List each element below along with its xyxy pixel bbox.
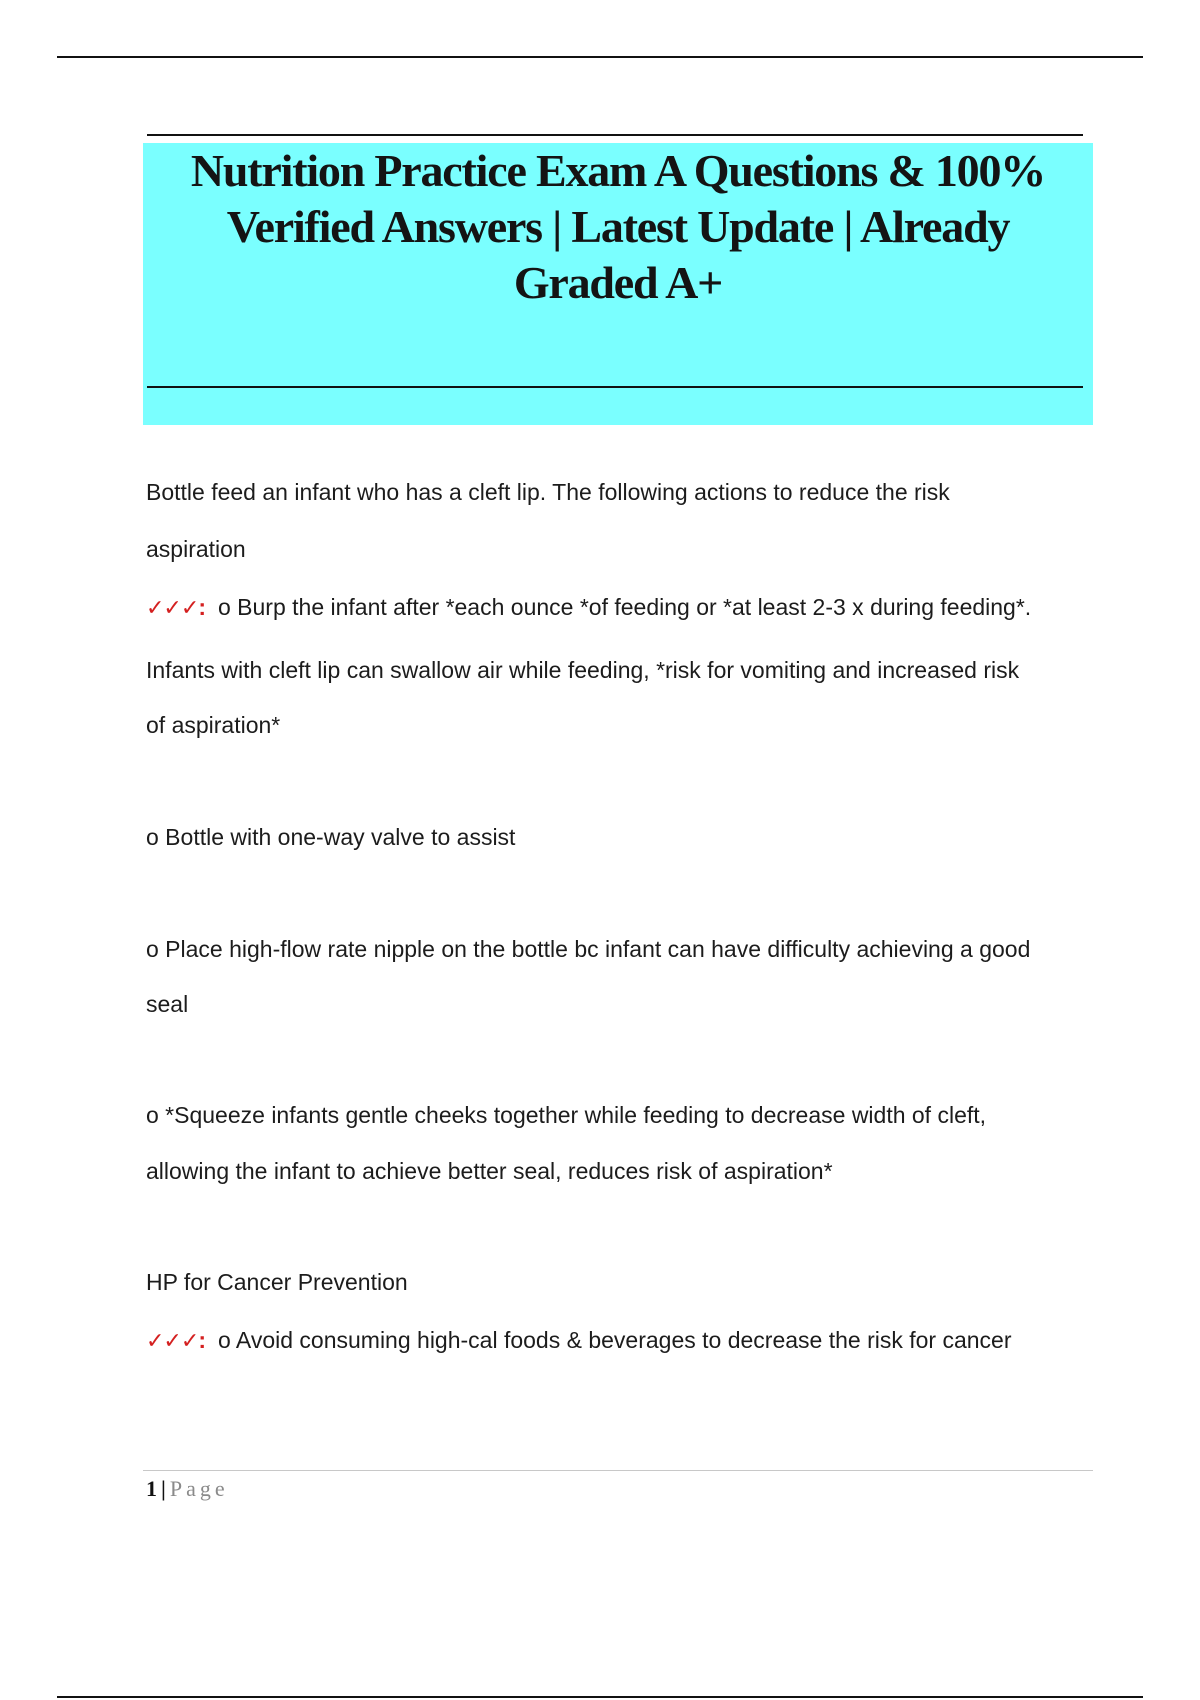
title-line-2: Verified Answers | Latest Update | Already xyxy=(226,201,1010,252)
footer-rule xyxy=(143,1470,1093,1471)
checkmark-icon: ✓✓✓ xyxy=(146,1329,199,1354)
title-top-rule xyxy=(147,134,1083,136)
answer-2-first-line xyxy=(146,1325,1012,1357)
answer-2-text: o Avoid consuming high-cal foods & beverages to decrease the risk for cancer xyxy=(217,1327,1012,1353)
answer-1-line-7: o *Squeeze infants gentle cheeks together while feeding to decrease width of cleft, xyxy=(146,1102,987,1128)
title-line-1: Nutrition Practice Exam A Questions & 100% xyxy=(190,145,1046,196)
answer-1-line-8: allowing the infant to achieve better seal, reduces risk of aspiration* xyxy=(146,1158,833,1184)
title-line-3: Graded A+ xyxy=(513,257,723,308)
footer-separator: | xyxy=(161,1476,166,1501)
question-2-line-1: HP for Cancer Prevention xyxy=(146,1269,408,1295)
page-bottom-rule xyxy=(57,1696,1143,1698)
checkmark-colon: : xyxy=(198,594,206,620)
question-1-line-1: Bottle feed an infant who has a cleft lip. The following actions to reduce the risk xyxy=(146,479,950,505)
page-top-rule xyxy=(57,56,1143,58)
page-label: Page xyxy=(169,1476,229,1501)
answer-1-line-3: of aspiration* xyxy=(146,712,281,738)
checkmark-colon: : xyxy=(198,1327,206,1353)
answer-1-line-4: o Bottle with one-way valve to assist xyxy=(146,824,516,850)
page-number: 1 xyxy=(146,1476,157,1501)
title-banner xyxy=(143,143,1093,425)
page-footer xyxy=(146,1474,229,1504)
answer-1-text: o Burp the infant after *each ounce *of feeding or *at least 2-3 x during feeding*. xyxy=(217,594,1032,620)
answer-1-line-2: Infants with cleft lip can swallow air while feeding, *risk for vomiting and increased risk xyxy=(146,657,1020,683)
question-1-line-2: aspiration xyxy=(146,536,246,562)
answer-1-line-5: o Place high-flow rate nipple on the bottle bc infant can have difficulty achieving a good xyxy=(146,936,1031,962)
document-title xyxy=(143,143,1093,311)
answer-1-first-line xyxy=(146,592,1031,624)
title-bottom-rule xyxy=(147,386,1083,388)
checkmark-icon: ✓✓✓ xyxy=(146,596,199,621)
answer-1-line-6: seal xyxy=(146,991,189,1017)
